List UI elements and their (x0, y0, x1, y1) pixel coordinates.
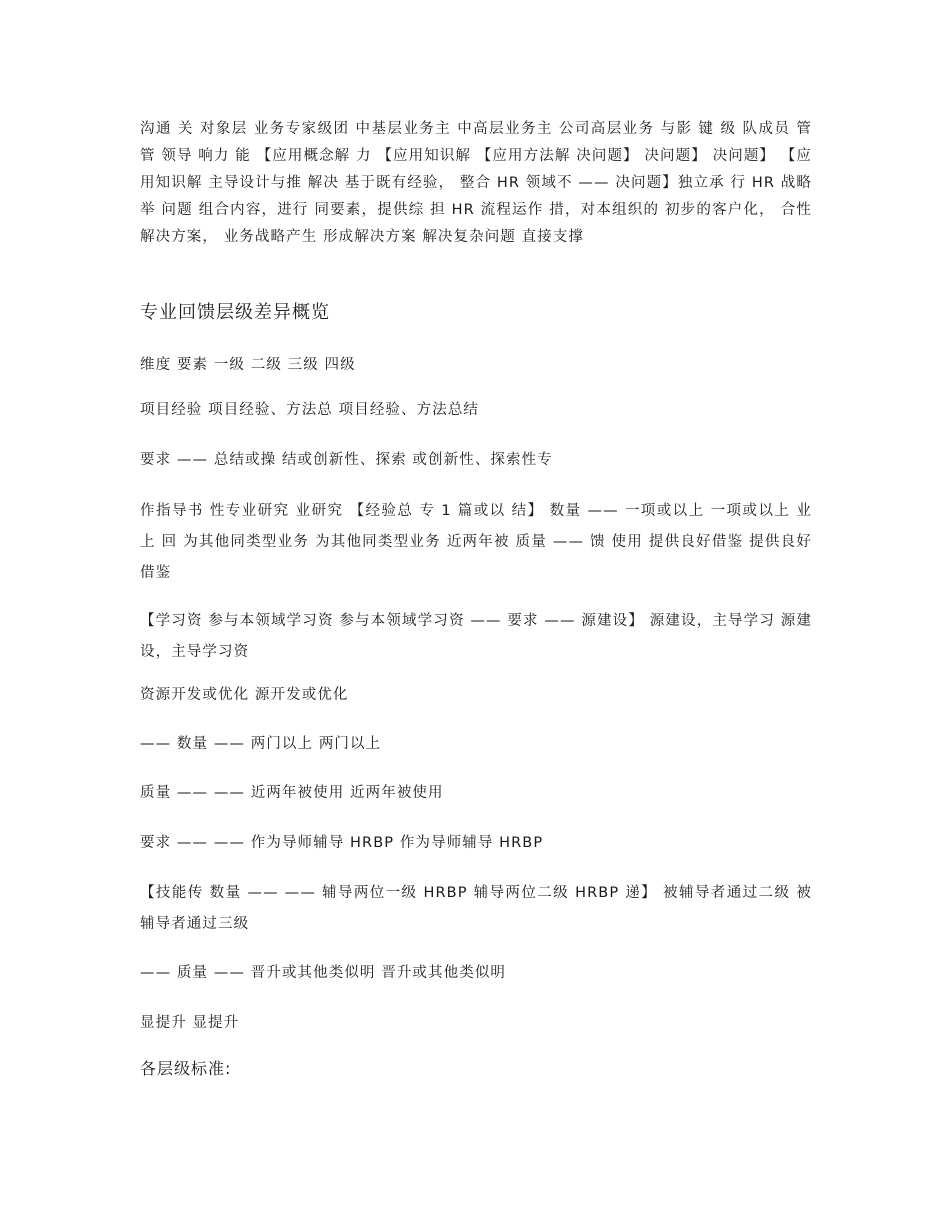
row-project-experience: 项目经验 项目经验、方法总 项目经验、方法总结 (140, 402, 480, 418)
row-quality-used: 质量 —— —— 近两年被使用 近两年被使用 (140, 785, 444, 801)
row-resource-development: 资源开发或优化 源开发或优化 (140, 687, 349, 703)
row-improvement: 显提升 显提升 (140, 1015, 240, 1031)
row-guidebook: 作指导书 性专业研究 业研究 【经验总 专 1 篇或以 结】 数量 —— 一项或以上 一项或以上 业 上 回 为其他同类型业务 为其他同类型业务 近两年被 质量 —— 馈 使用 提供良好借鉴 提供良好借鉴 (140, 503, 813, 581)
section-title: 专业回馈层级差异概览 (140, 302, 330, 323)
footer-heading: 各层级标准: (140, 1059, 232, 1078)
row-quality-promotion: —— 质量 —— 晋升或其他类似明 晋升或其他类似明 (140, 965, 507, 981)
row-requirement-summary: 要求 —— 总结或操 结或创新性、探索 或创新性、探索性专 (140, 452, 553, 468)
row-mentor-requirement: 要求 —— —— 作为导师辅导 HRBP 作为导师辅导 HRBP (140, 835, 544, 851)
row-learning-resources: 【学习资 参与本领域学习资 参与本领域学习资 —— 要求 —— 源建设】 源建设，主导学习 源建设，主导学习资 (140, 613, 812, 660)
row-quantity-courses: —— 数量 —— 两门以上 两门以上 (140, 736, 382, 752)
intro-paragraph: 沟通 关 对象层 业务专家级团 中基层业务主 中高层业务主 公司高层业务 与影 键 级 队成员 管 管 领导 响力 能 【应用概念解 力 【应用知识解 【应用方法解 决问题】 决问题】 决问题】 【应用知识解 主导设计与推 解决 基于既有经验， 整合 HR 领域不 —— 决问题】独立承 行 HR 战略举 问题 组合内容，进行 同要素，提供综 担 HR 流程运作 措，对本组织的 初步的客户化， 合性解决方案， 业务战略产生 形成解决方案 解决复杂问题 直接支撑 (140, 121, 812, 245)
row-dimensions: 维度 要素 一级 二级 三级 四级 (140, 357, 356, 373)
row-skill-transfer: 【技能传 数量 —— —— 辅导两位一级 HRBP 辅导两位二级 HRBP 递】 被辅导者通过二级 被辅导者通过三级 (140, 885, 812, 932)
